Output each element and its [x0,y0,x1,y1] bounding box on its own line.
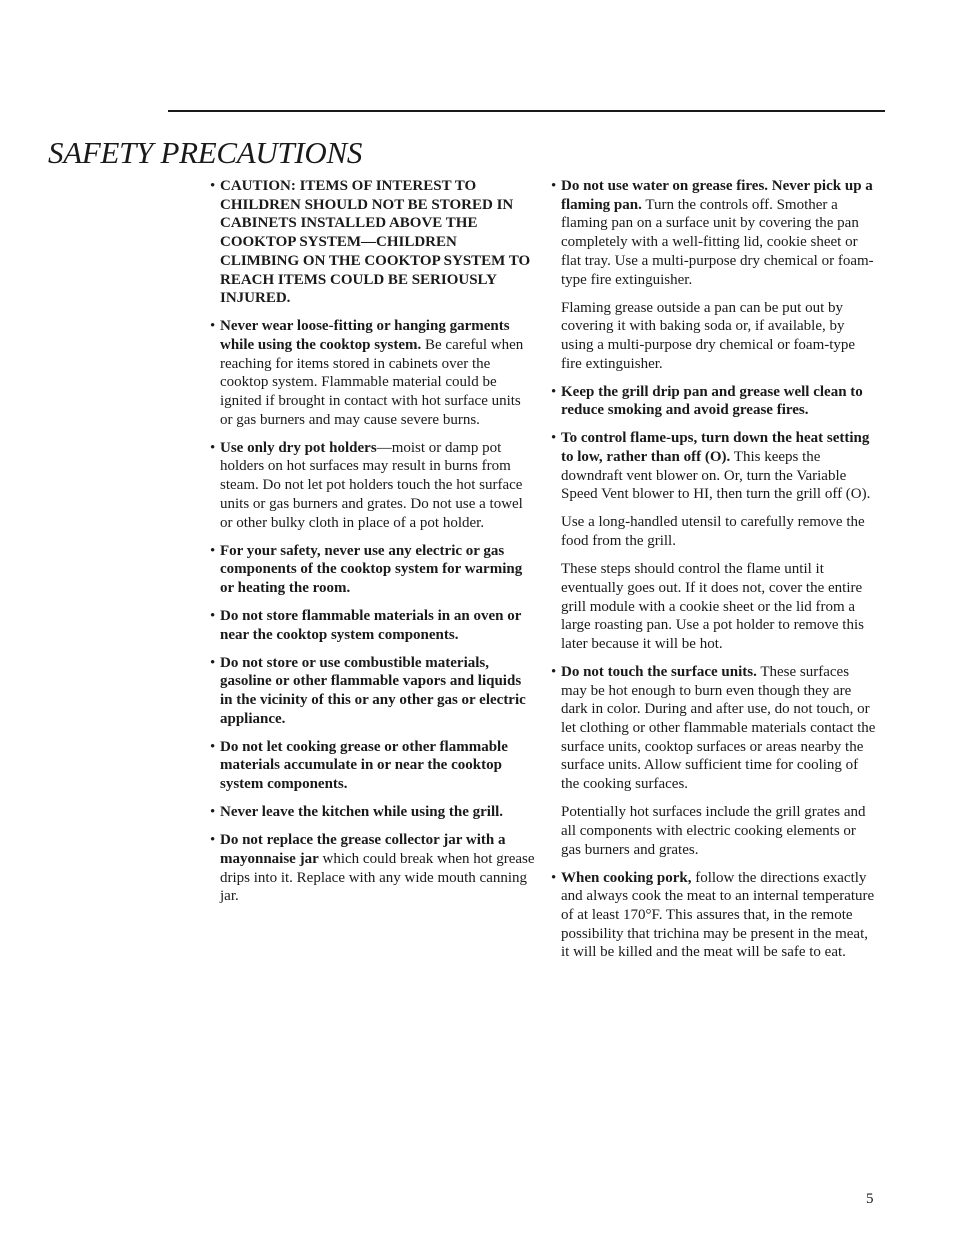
item-heading: Never leave the kitchen while using the grill. [220,804,504,821]
safety-paragraph: These steps should control the flame until it eventually goes out. If it does not, cover the entire grill module with a cookie sheet or the lid from a large roasting pan. Use a pot holder to remove this later because it will be hot. [561,561,864,652]
safety-item [551,177,877,289]
header-rule [168,110,885,112]
item-heading: Do not store flammable materials in an oven or near the cooktop system components. [220,607,522,643]
item-text: This keeps the downdraft vent blower on. Or, turn the Variable Speed Vent blower to HI, then turn the grill off (O). [561,449,871,503]
item-heading: Do not touch the surface units. [561,663,757,680]
bullet-icon: • [210,439,216,456]
item-heading: CAUTION: ITEMS OF INTEREST TO CHILDREN SHOULD NOT BE STORED IN CABINETS INSTALLED ABOVE THE COOKTOP SYSTEM—CHILDREN CLIMBING ON THE COOKTOP SYSTEM TO REACH ITEMS COULD BE SERIOUSLY INJURED. [220,178,531,307]
right-column [551,177,877,971]
page-number: 5 [866,1191,874,1207]
item-text: —moist or damp pot holders on hot surfaces may result in burns from steam. Do not let pot holders touch the hot surface units or gas burners and grates. Do not use a towel or other bulky cloth in place of a pot holder. [220,439,523,531]
item-text: Be careful when reaching for items stored in cabinets over the cooktop system. Flammable material could be ignited if brought in contact with hot surface units or gas burners and may cause severe burns. [220,336,524,428]
item-heading: Never wear loose-fitting or hanging garments while using the cooktop system. [220,318,510,353]
safety-item [551,383,877,420]
safety-item [210,439,535,533]
safety-item [210,607,535,644]
item-text: Turn the controls off. Smother a flaming pan on a surface unit by covering the pan completely with a well-fitting lid, cookie sheet or flat tray. Use a multi-purpose dry chemical or foam-type fire extinguisher. [561,196,874,288]
bullet-icon: • [551,178,557,194]
bullet-icon: • [551,430,557,447]
item-heading: Use only dry pot holders [220,439,377,456]
safety-item [210,542,535,598]
safety-item [210,803,535,822]
bullet-icon: • [210,832,216,849]
item-heading: To control flame-ups, turn down the heat setting to low, rather than off (O). [561,430,870,466]
bullet-icon: • [210,607,216,624]
safety-paragraph: Potentially hot surfaces include the grill grates and all components with electric cooking elements or gas burners and grates. [561,804,866,858]
safety-item [551,869,877,963]
bullet-icon: • [210,804,216,821]
bullet-icon: • [210,654,216,671]
item-heading: Do not let cooking grease or other flammable materials accumulate in or near the cooktop system components. [220,738,508,793]
safety-item [210,654,535,729]
item-heading: When cooking pork, [561,869,692,886]
left-column [210,177,535,915]
safety-item [210,831,535,906]
item-heading: Do not store or use combustible materials, gasoline or other flammable vapors and liquids in the vicinity of this or any other gas or electric appliance. [220,654,526,727]
page-title: SAFETY PRECAUTIONS [48,135,363,170]
bullet-icon: • [210,178,216,194]
safety-paragraph: Flaming grease outside a pan can be put out by covering it with baking soda or, if available, by using a multi-purpose dry chemical or foam-type fire extinguisher. [561,299,856,372]
safety-paragraph: Use a long-handled utensil to carefully remove the food from the grill. [561,514,865,550]
bullet-icon: • [551,383,557,400]
bullet-icon: • [210,542,216,559]
bullet-icon: • [210,738,216,755]
safety-item [551,429,877,504]
bullet-icon: • [210,318,216,335]
item-heading: Do not use water on grease fires. Never pick up a flaming pan. [561,178,873,213]
item-heading: For your safety, never use any electric or gas components of the cooktop system for warming or heating the room. [220,542,523,596]
safety-item [210,738,535,794]
item-text: These surfaces may be hot enough to burn even though they are dark in color. During and after use, do not touch, or let clothing or other flammable materials contact the surface units, cooktop surfaces or areas nearby the surface units. Allow sufficient time for cooling of the cooking surfaces. [561,663,876,793]
safety-item [210,177,535,308]
safety-item [210,317,535,429]
item-text: which could break when hot grease drips into it. Replace with any wide mouth canning jar. [220,850,535,905]
item-text: follow the directions exactly and always cook the meat to an internal temperature of at least 170°F. This assures that, in the remote possibility that trichina may be present in the meat, it will be killed and the meat will be safe to eat. [561,869,875,961]
item-heading: Keep the grill drip pan and grease well clean to reduce smoking and avoid grease fires. [561,383,863,419]
bullet-icon: • [551,869,557,886]
safety-item [551,663,877,794]
bullet-icon: • [551,663,557,680]
item-heading: Do not replace the grease collector jar with a mayonnaise jar [220,832,506,867]
